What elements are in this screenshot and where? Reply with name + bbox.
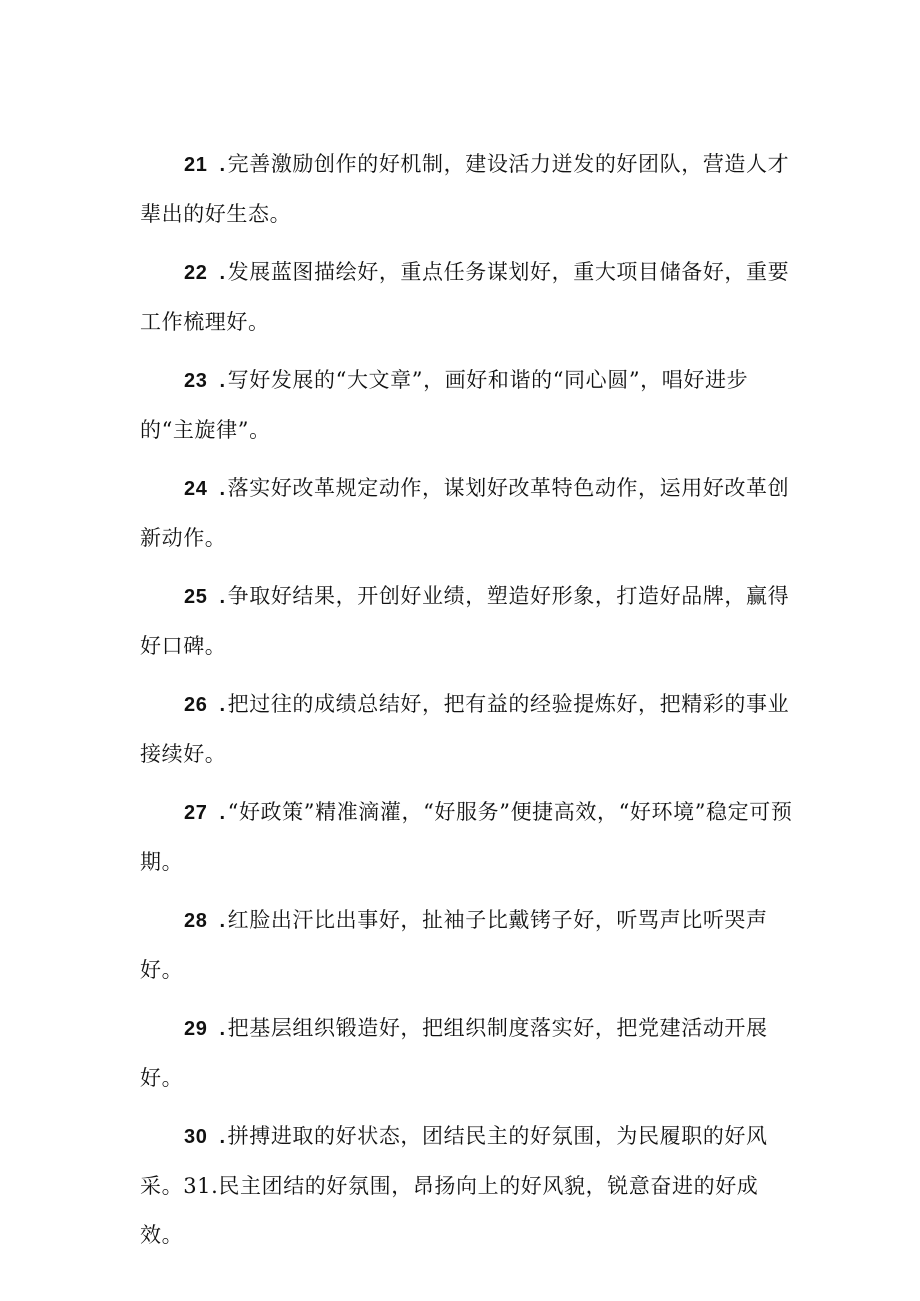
- item-dot: .: [219, 694, 226, 716]
- item-text: 争取好结果，开创好业绩，塑造好形象，打造好品牌，赢得好口碑。: [140, 584, 790, 658]
- item-dot: .: [219, 370, 226, 392]
- list-item: [140, 356, 800, 455]
- list-item: [140, 464, 800, 563]
- list-item: [140, 1112, 800, 1260]
- item-number: 23: [184, 370, 208, 392]
- item-text: 写好发展的“大文章”，画好和谐的“同心圆”，唱好进步的“主旋律”。: [140, 368, 749, 442]
- item-text: 发展蓝图描绘好，重点任务谋划好，重大项目储备好，重要工作梳理好。: [140, 260, 790, 334]
- item-dot: .: [219, 154, 226, 176]
- item-number: 30: [184, 1126, 208, 1148]
- item-dot: .: [219, 1126, 226, 1148]
- item-number: 24: [184, 478, 208, 500]
- item-dot: .: [219, 262, 226, 284]
- list-item: [140, 680, 800, 779]
- item-text: 红脸出汗比出事好，扯袖子比戴铐子好，听骂声比听哭声好。: [140, 908, 768, 982]
- list-item: [140, 896, 800, 995]
- list-item: [140, 788, 800, 887]
- item-text: 把过往的成绩总结好，把有益的经验提炼好，把精彩的事业接续好。: [140, 692, 790, 766]
- item-dot: .: [219, 478, 226, 500]
- item-dot: .: [219, 910, 226, 932]
- item-number: 26: [184, 694, 208, 716]
- item-dot: .: [219, 1018, 226, 1040]
- list-item: [140, 140, 800, 239]
- list-item: [140, 1004, 800, 1103]
- item-number: 27: [184, 802, 208, 824]
- item-text: 完善激励创作的好机制，建设活力迸发的好团队，营造人才辈出的好生态。: [140, 152, 790, 226]
- slogan-list: [140, 140, 800, 1260]
- item-text: 拼搏进取的好状态，团结民主的好氛围，为民履职的好风采。31.民主团结的好氛围，昂扬向上的好风貌，锐意奋进的好成效。: [140, 1124, 768, 1247]
- list-item: [140, 572, 800, 671]
- item-text: 把基层组织锻造好，把组织制度落实好，把党建活动开展好。: [140, 1016, 768, 1090]
- item-dot: .: [219, 586, 226, 608]
- item-text: “好政策”精准滴灌，“好服务”便捷高效，“好环境”稳定可预期。: [140, 800, 793, 874]
- item-number: 29: [184, 1018, 208, 1040]
- list-item: [140, 248, 800, 347]
- item-number: 21: [184, 154, 208, 176]
- item-number: 28: [184, 910, 208, 932]
- item-number: 25: [184, 586, 208, 608]
- item-text: 落实好改革规定动作，谋划好改革特色动作，运用好改革创新动作。: [140, 476, 790, 550]
- item-number: 22: [184, 262, 208, 284]
- item-dot: .: [219, 802, 226, 824]
